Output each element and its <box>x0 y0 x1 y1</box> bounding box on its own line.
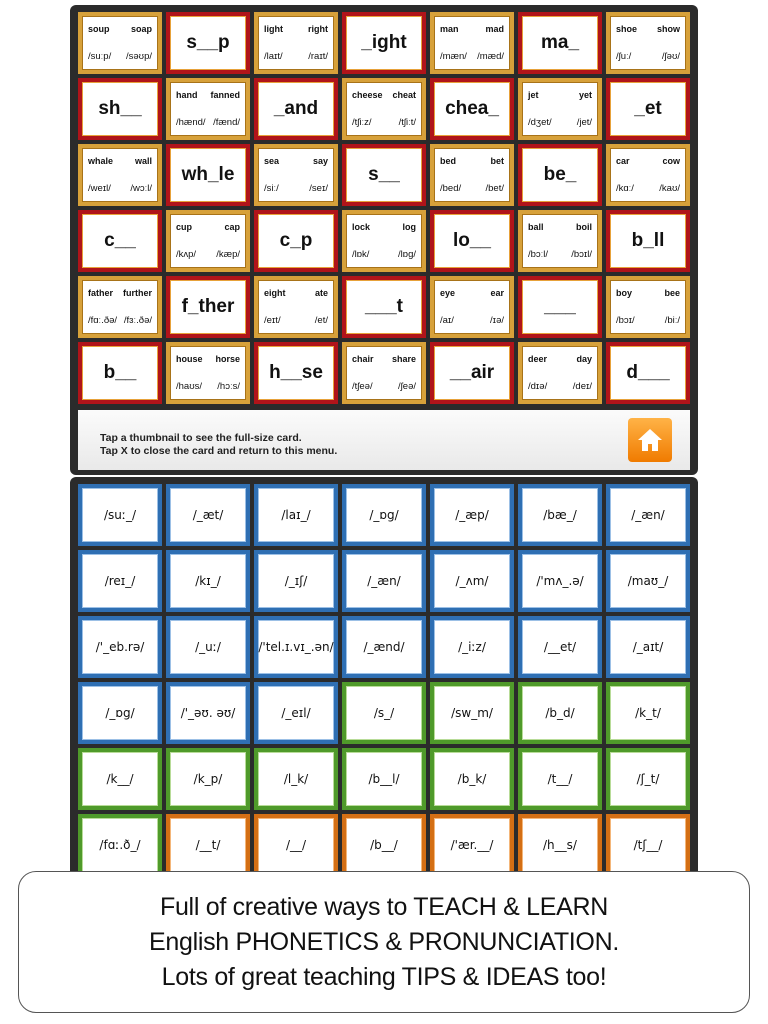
card-ipa-text: /fɑː.ð_/ <box>99 838 141 852</box>
ipa-left: /fɑː.ðə/ <box>88 315 118 326</box>
thumbnail-card[interactable] <box>430 484 514 546</box>
thumbnail-card[interactable] <box>78 12 162 74</box>
ipa-left: /laɪt/ <box>264 51 283 62</box>
word-left: ball <box>528 222 544 232</box>
word-left: bed <box>440 156 457 166</box>
card-pattern-text: c_p <box>279 230 313 251</box>
word-pair <box>170 214 246 268</box>
word-pair <box>522 346 598 400</box>
ipa-right: /hɔːs/ <box>217 381 240 392</box>
thumbnail-card[interactable] <box>342 484 426 546</box>
word-left: eye <box>440 288 456 298</box>
word-left: soup <box>88 24 110 34</box>
ipa-left: /suːp/ <box>88 51 112 62</box>
thumbnail-card[interactable] <box>342 210 426 272</box>
thumbnail-card[interactable] <box>430 210 514 272</box>
card-ipa-text: /'ær.__/ <box>450 838 494 852</box>
thumbnail-card[interactable] <box>254 814 338 876</box>
word-right: bee <box>664 288 680 298</box>
word-pair <box>434 280 510 334</box>
thumbnail-card[interactable] <box>166 144 250 206</box>
thumbnail-card[interactable] <box>78 550 162 612</box>
word-left: hand <box>176 90 198 100</box>
word-pair <box>522 82 598 136</box>
thumbnail-card[interactable] <box>254 342 338 404</box>
ipa-right: /raɪt/ <box>308 51 328 62</box>
word-left: deer <box>528 354 548 364</box>
thumbnail-card[interactable] <box>430 276 514 338</box>
ipa-right: /et/ <box>314 315 328 326</box>
card-ipa-text: /ʃ_t/ <box>636 772 660 786</box>
thumbnail-card[interactable] <box>518 12 602 74</box>
word-right: yet <box>578 90 592 100</box>
word-pair <box>434 16 510 70</box>
word-pair <box>258 280 334 334</box>
word-left: cheese <box>352 90 383 100</box>
thumbnail-card[interactable] <box>518 484 602 546</box>
thumbnail-card[interactable] <box>78 484 162 546</box>
word-pair <box>346 346 422 400</box>
word-right: wall <box>134 156 152 166</box>
thumbnail-card[interactable] <box>606 550 690 612</box>
thumbnail-card[interactable] <box>342 276 426 338</box>
thumbnail-card[interactable] <box>342 550 426 612</box>
thumbnail-card[interactable] <box>518 78 602 140</box>
card-pattern-text: d___ <box>626 362 670 383</box>
card-ipa-text: /_æt/ <box>192 508 224 522</box>
ipa-right: /fænd/ <box>213 117 240 128</box>
thumbnail-card[interactable] <box>518 276 602 338</box>
card-pattern-text: ___ <box>544 296 576 317</box>
thumbnail-card[interactable] <box>430 748 514 810</box>
word-right: day <box>576 354 592 364</box>
word-right: boil <box>576 222 592 232</box>
thumbnail-card[interactable] <box>430 682 514 744</box>
thumbnail-card[interactable] <box>254 276 338 338</box>
word-pair <box>258 16 334 70</box>
thumbnail-card[interactable] <box>342 682 426 744</box>
thumbnail-card[interactable] <box>606 682 690 744</box>
thumbnail-card[interactable] <box>430 814 514 876</box>
card-ipa-text: /tʃ__/ <box>633 838 663 852</box>
card-ipa-text: /'mʌ_.ə/ <box>536 574 584 588</box>
thumbnail-card[interactable] <box>518 342 602 404</box>
card-ipa-text: /_æn/ <box>367 574 401 588</box>
card-ipa-text: /_ɒg/ <box>369 508 399 522</box>
card-pattern-text: chea_ <box>445 98 499 119</box>
ipa-left: /weɪl/ <box>88 183 111 194</box>
top-card-grid <box>78 12 690 404</box>
card-ipa-text: /k_p/ <box>193 772 223 786</box>
caption-line-2: English PHONETICS & PRONUNCIATION. <box>149 927 619 956</box>
card-pattern-text: wh_le <box>181 164 235 185</box>
thumbnail-card[interactable] <box>254 748 338 810</box>
thumbnail-menu-top-panel <box>70 5 698 475</box>
word-pair <box>522 214 598 268</box>
word-right: log <box>402 222 416 232</box>
thumbnail-card[interactable] <box>342 616 426 678</box>
ipa-left: /bɔɪ/ <box>616 315 635 326</box>
thumbnail-card[interactable] <box>78 144 162 206</box>
ipa-left: /siː/ <box>264 183 279 194</box>
word-right: bet <box>490 156 504 166</box>
card-pattern-text: sh__ <box>98 98 142 119</box>
thumbnail-card[interactable] <box>518 210 602 272</box>
word-right: soap <box>130 24 152 34</box>
thumbnail-card[interactable] <box>430 144 514 206</box>
word-right: further <box>123 288 152 298</box>
thumbnail-card[interactable] <box>254 210 338 272</box>
word-pair <box>258 148 334 202</box>
card-ipa-text: /'_eb.rə/ <box>95 640 145 654</box>
thumbnail-card[interactable] <box>430 342 514 404</box>
ipa-left: /tʃiːz/ <box>352 117 372 128</box>
thumbnail-card[interactable] <box>606 12 690 74</box>
card-pattern-text: b__ <box>103 362 137 383</box>
caption-line-1: Full of creative ways to TEACH & LEARN <box>159 892 608 921</box>
thumbnail-card[interactable] <box>166 550 250 612</box>
ipa-left: /kɑː/ <box>616 183 634 194</box>
thumbnail-card[interactable] <box>166 210 250 272</box>
ipa-left: /tʃeə/ <box>352 381 373 392</box>
thumbnail-card[interactable] <box>606 616 690 678</box>
word-pair <box>346 214 422 268</box>
word-pair <box>434 148 510 202</box>
word-left: cup <box>176 222 193 232</box>
card-ipa-text: /_ɒg/ <box>105 706 135 720</box>
ipa-right: /biː/ <box>664 315 680 326</box>
card-ipa-text: /s_/ <box>373 706 395 720</box>
card-ipa-text: /_æn/ <box>631 508 665 522</box>
ipa-left: /mæn/ <box>440 51 467 62</box>
word-left: boy <box>616 288 633 298</box>
card-ipa-text: /k__/ <box>106 772 134 786</box>
word-right: horse <box>215 354 240 364</box>
word-right: ate <box>314 288 328 298</box>
thumbnail-card[interactable] <box>342 748 426 810</box>
info-bar <box>78 410 690 470</box>
thumbnail-card[interactable] <box>78 748 162 810</box>
word-pair <box>82 16 158 70</box>
info-line-1: Tap a thumbnail to see the full-size card. <box>100 432 302 444</box>
word-left: man <box>440 24 459 34</box>
ipa-right: /ʃəʊ/ <box>661 51 680 62</box>
thumbnail-card[interactable] <box>166 12 250 74</box>
word-left: house <box>176 354 203 364</box>
card-pattern-text: _and <box>273 98 319 119</box>
card-pattern-text: h__se <box>269 362 323 383</box>
card-pattern-text: __air <box>449 362 495 383</box>
card-ipa-text: /_uː/ <box>195 640 221 654</box>
thumbnail-card[interactable] <box>606 276 690 338</box>
thumbnail-card[interactable] <box>430 616 514 678</box>
word-right: fanned <box>210 90 240 100</box>
word-pair <box>170 346 246 400</box>
card-pattern-text: ___t <box>364 296 404 317</box>
card-ipa-text: /__t/ <box>195 838 221 852</box>
word-right: right <box>308 24 328 34</box>
thumbnail-card[interactable] <box>342 78 426 140</box>
card-ipa-text: /reɪ_/ <box>104 574 136 588</box>
word-right: cap <box>224 222 240 232</box>
thumbnail-card[interactable] <box>518 748 602 810</box>
thumbnail-card[interactable] <box>254 78 338 140</box>
ipa-right: /deɪ/ <box>572 381 592 392</box>
ipa-left: /ʃuː/ <box>616 51 632 62</box>
ipa-right: /kaʊ/ <box>659 183 680 194</box>
ipa-left: /aɪ/ <box>440 315 454 326</box>
card-pattern-text: f_ther <box>181 296 235 317</box>
word-right: say <box>312 156 328 166</box>
card-ipa-text: /k_t/ <box>635 706 661 720</box>
word-left: shoe <box>616 24 638 34</box>
thumbnail-card[interactable] <box>254 682 338 744</box>
thumbnail-card[interactable] <box>254 616 338 678</box>
thumbnail-card[interactable] <box>166 276 250 338</box>
thumbnail-card[interactable] <box>166 616 250 678</box>
ipa-left: /eɪt/ <box>264 315 281 326</box>
home-icon <box>636 427 664 453</box>
word-left: whale <box>88 156 114 166</box>
card-ipa-text: /__et/ <box>543 640 577 654</box>
thumbnail-card[interactable] <box>254 144 338 206</box>
thumbnail-card[interactable] <box>606 484 690 546</box>
word-pair <box>82 148 158 202</box>
card-ipa-text: /_æp/ <box>455 508 489 522</box>
word-pair <box>610 280 686 334</box>
card-pattern-text: _ight <box>361 32 407 53</box>
ipa-right: /bɔɪl/ <box>571 249 592 260</box>
word-left: chair <box>352 354 374 364</box>
thumbnail-card[interactable] <box>430 550 514 612</box>
thumbnail-card[interactable] <box>606 78 690 140</box>
ipa-right: /lɒg/ <box>398 249 416 260</box>
thumbnail-card[interactable] <box>606 342 690 404</box>
card-ipa-text: /maʊ_/ <box>627 574 669 588</box>
card-pattern-text: b_ll <box>631 230 665 251</box>
caption-line-3: Lots of great teaching TIPS & IDEAS too! <box>161 962 607 991</box>
ipa-left: /hænd/ <box>176 117 206 128</box>
word-left: jet <box>528 90 539 100</box>
info-line-2: Tap X to close the card and return to this menu. <box>100 445 338 457</box>
card-pattern-text: lo__ <box>452 230 492 251</box>
card-ipa-text: /b__/ <box>370 838 398 852</box>
thumbnail-card[interactable] <box>518 616 602 678</box>
thumbnail-card[interactable] <box>166 814 250 876</box>
thumbnail-card[interactable] <box>342 12 426 74</box>
ipa-right: /seɪ/ <box>309 183 328 194</box>
card-ipa-text: /bæ_/ <box>543 508 577 522</box>
thumbnail-card[interactable] <box>78 78 162 140</box>
card-ipa-text: /_aɪt/ <box>632 640 664 654</box>
ipa-right: /tʃiːt/ <box>398 117 416 128</box>
word-right: share <box>391 354 416 364</box>
thumbnail-card[interactable] <box>78 276 162 338</box>
thumbnail-card[interactable] <box>254 484 338 546</box>
word-left: eight <box>264 288 286 298</box>
card-ipa-text: /suː_/ <box>104 508 136 522</box>
card-ipa-text: /b_k/ <box>457 772 487 786</box>
card-ipa-text: /kɪ_/ <box>195 574 221 588</box>
thumbnail-card[interactable] <box>78 616 162 678</box>
ipa-left: /bed/ <box>440 183 462 194</box>
ipa-right: /wɔːl/ <box>130 183 152 194</box>
word-pair <box>610 16 686 70</box>
thumbnail-card[interactable] <box>430 12 514 74</box>
word-right: cow <box>662 156 680 166</box>
word-pair <box>610 148 686 202</box>
thumbnail-card[interactable] <box>430 78 514 140</box>
word-left: lock <box>352 222 371 232</box>
card-ipa-text: /h__s/ <box>543 838 577 852</box>
card-pattern-text: s__ <box>368 164 400 185</box>
word-left: father <box>88 288 114 298</box>
card-pattern-text: ma_ <box>540 32 580 53</box>
card-ipa-text: /_ʌm/ <box>455 574 489 588</box>
card-pattern-text: _et <box>634 98 662 119</box>
ipa-right: /fɜː.ðə/ <box>123 315 152 326</box>
ipa-left: /lɒk/ <box>352 249 370 260</box>
card-ipa-text: /_iːz/ <box>458 640 486 654</box>
thumbnail-card[interactable] <box>606 814 690 876</box>
ipa-left: /kʌp/ <box>176 249 197 260</box>
ipa-left: /haʊs/ <box>176 381 202 392</box>
word-right: show <box>656 24 680 34</box>
card-ipa-text: /__/ <box>285 838 307 852</box>
card-ipa-text: /t__/ <box>547 772 573 786</box>
card-pattern-text: s__p <box>186 32 230 53</box>
card-ipa-text: /l_k/ <box>283 772 309 786</box>
thumbnail-card[interactable] <box>606 144 690 206</box>
thumbnail-card[interactable] <box>78 682 162 744</box>
thumbnail-card[interactable] <box>166 484 250 546</box>
ipa-right: /ʃeə/ <box>398 381 416 392</box>
ipa-right: /ɪə/ <box>490 315 504 326</box>
ipa-left: /bɔːl/ <box>528 249 549 260</box>
thumbnail-card[interactable] <box>78 210 162 272</box>
ipa-right: /kæp/ <box>216 249 240 260</box>
word-left: car <box>616 156 630 166</box>
thumbnail-card[interactable] <box>254 12 338 74</box>
promo-caption <box>18 871 750 1013</box>
card-ipa-text: /b__l/ <box>368 772 400 786</box>
ipa-right: /bet/ <box>485 183 504 194</box>
info-text <box>100 432 337 458</box>
thumbnail-card[interactable] <box>166 748 250 810</box>
card-pattern-text: c__ <box>104 230 136 251</box>
thumbnail-card[interactable] <box>606 210 690 272</box>
thumbnail-card[interactable] <box>518 144 602 206</box>
thumbnail-card[interactable] <box>342 814 426 876</box>
word-right: ear <box>490 288 504 298</box>
thumbnail-menu-bottom-panel <box>70 477 698 887</box>
word-pair <box>346 82 422 136</box>
thumbnail-card[interactable] <box>254 550 338 612</box>
card-ipa-text: /sw_m/ <box>451 706 493 720</box>
thumbnail-card[interactable] <box>78 814 162 876</box>
thumbnail-card[interactable] <box>166 342 250 404</box>
word-pair <box>170 82 246 136</box>
thumbnail-card[interactable] <box>166 78 250 140</box>
word-right: mad <box>485 24 504 34</box>
word-left: sea <box>264 156 280 166</box>
card-ipa-text: /laɪ_/ <box>281 508 311 522</box>
card-ipa-text: /'_əʊ. əʊ/ <box>180 706 236 720</box>
thumbnail-card[interactable] <box>342 144 426 206</box>
card-ipa-text: /b_d/ <box>545 706 575 720</box>
ipa-left: /dʒet/ <box>528 117 552 128</box>
ipa-right: /jet/ <box>576 117 592 128</box>
thumbnail-card[interactable] <box>518 550 602 612</box>
card-pattern-text: be_ <box>543 164 577 185</box>
bottom-card-grid <box>78 484 690 876</box>
home-button[interactable] <box>628 418 672 462</box>
thumbnail-card[interactable] <box>606 748 690 810</box>
thumbnail-card[interactable] <box>518 814 602 876</box>
ipa-right: /səʊp/ <box>126 51 152 62</box>
thumbnail-card[interactable] <box>518 682 602 744</box>
thumbnail-card[interactable] <box>166 682 250 744</box>
card-ipa-text: /_ɪʃ/ <box>284 574 308 588</box>
word-pair <box>82 280 158 334</box>
ipa-right: /mæd/ <box>477 51 504 62</box>
word-left: light <box>264 24 283 34</box>
ipa-left: /dɪə/ <box>528 381 548 392</box>
card-ipa-text: /_ænd/ <box>363 640 405 654</box>
card-ipa-text: /'tel.ɪ.vɪ_.ən/ <box>258 640 334 654</box>
thumbnail-card[interactable] <box>342 342 426 404</box>
card-ipa-text: /_eɪl/ <box>281 706 311 720</box>
thumbnail-card[interactable] <box>78 342 162 404</box>
word-right: cheat <box>392 90 416 100</box>
